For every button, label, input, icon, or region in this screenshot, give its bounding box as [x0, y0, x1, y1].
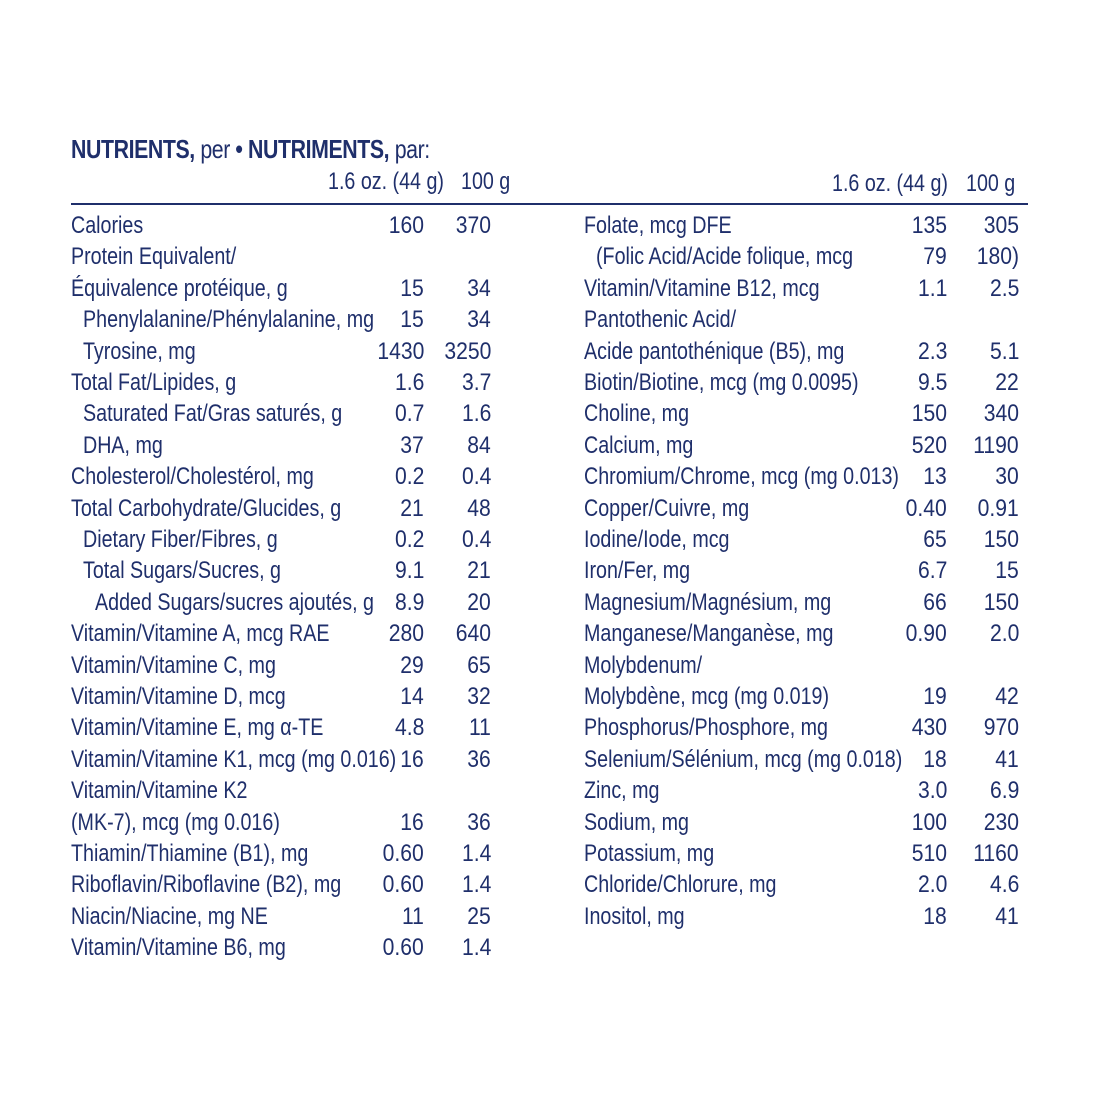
- right-100g-header: 100 g: [966, 170, 1016, 197]
- nutrient-row: [71, 369, 501, 400]
- nutrient-row: [71, 840, 501, 871]
- nutrient-label: Sodium, mg: [584, 808, 690, 836]
- serving-value: 3.0: [917, 777, 947, 805]
- per-100g-value: 2.5: [989, 274, 1019, 302]
- serving-value: 1430: [377, 337, 424, 365]
- nutrient-row: [584, 620, 1029, 651]
- nutrient-label: Chloride/Chlorure, mg: [584, 871, 777, 899]
- serving-value: 16: [400, 808, 424, 836]
- nutrient-label: Niacin/Niacine, mg NE: [71, 902, 268, 930]
- per-100g-value: 34: [467, 306, 491, 334]
- nutrient-row: [71, 212, 501, 243]
- serving-value: 29: [400, 651, 424, 679]
- nutrient-row: [584, 777, 1029, 808]
- nutrient-row: [584, 338, 1029, 369]
- nutrient-label: Manganese/Manganèse, mg: [584, 620, 834, 648]
- nutrient-label: Choline, mg: [584, 400, 690, 428]
- serving-value: 14: [400, 683, 424, 710]
- left-serving-header: 1.6 oz. (44 g): [328, 168, 444, 195]
- nutrient-row: [71, 432, 501, 463]
- per-100g-value: 41: [995, 745, 1019, 773]
- nutrient-row: [584, 212, 1029, 243]
- per-100g-value: 1160: [973, 840, 1019, 867]
- per-100g-value: 370: [455, 212, 491, 239]
- nutrient-row: [584, 809, 1029, 840]
- nutrient-label: Potassium, mg: [584, 840, 715, 867]
- nutrient-row: [71, 714, 501, 745]
- serving-value: 430: [911, 714, 947, 742]
- nutrient-label: Équivalence protéique, g: [71, 274, 288, 302]
- left-100g-header: 100 g: [461, 168, 511, 195]
- nutrient-row: [584, 746, 1029, 777]
- nutrient-row: [71, 400, 501, 431]
- nutrient-row: [584, 526, 1029, 557]
- per-100g-value: 0.91: [977, 494, 1019, 522]
- serving-value: 65: [923, 526, 947, 553]
- nutrient-row: [71, 338, 501, 369]
- serving-value: 0.60: [382, 871, 424, 899]
- nutrient-label: Vitamin/Vitamine K1, mcg (mg 0.016): [71, 745, 397, 773]
- serving-value: 4.8: [394, 714, 424, 742]
- nutrient-label: Total Sugars/Sucres, g: [83, 557, 281, 585]
- serving-value: 0.90: [905, 620, 947, 648]
- per-100g-value: 150: [983, 526, 1019, 553]
- nutrient-row: [71, 871, 501, 902]
- nutrient-row: [71, 683, 501, 714]
- nutrient-row: [584, 275, 1029, 306]
- nutrient-label: Phenylalanine/Phénylalanine, mg: [83, 306, 375, 334]
- per-100g-value: 150: [983, 588, 1019, 616]
- per-100g-value: 1.4: [461, 840, 491, 867]
- per-100g-value: 84: [467, 431, 491, 459]
- nutrient-label: Added Sugars/sucres ajoutés, g: [95, 588, 374, 616]
- nutrient-label: Vitamin/Vitamine B6, mg: [71, 934, 286, 962]
- nutrient-row: [584, 495, 1029, 526]
- nutrient-label: Iodine/Iode, mcg: [584, 526, 730, 553]
- serving-value: 11: [402, 902, 424, 930]
- nutrient-label: Dietary Fiber/Fibres, g: [83, 526, 278, 553]
- per-100g-value: 1.6: [461, 400, 491, 428]
- nutrient-row: [584, 683, 1029, 714]
- per-100g-value: 34: [467, 274, 491, 302]
- nutrient-label: Iron/Fer, mg: [584, 557, 691, 585]
- per-100g-value: 0.4: [461, 463, 491, 491]
- nutrient-label: Vitamin/Vitamine D, mcg: [71, 683, 286, 710]
- nutrient-label: Thiamin/Thiamine (B1), mg: [71, 840, 309, 867]
- nutrient-row: [71, 809, 501, 840]
- nutrient-row: [71, 243, 501, 274]
- title-english: NUTRIENTS,: [71, 134, 195, 164]
- serving-value: 1.6: [394, 369, 424, 396]
- per-100g-value: 5.1: [989, 337, 1019, 365]
- per-100g-value: 15: [995, 557, 1019, 585]
- per-100g-value: 180): [976, 243, 1019, 271]
- nutrient-label: Zinc, mg: [584, 777, 660, 805]
- serving-value: 15: [400, 274, 424, 302]
- serving-value: 100: [911, 808, 947, 836]
- serving-value: 510: [911, 840, 947, 867]
- serving-value: 9.1: [394, 557, 424, 585]
- nutrient-label: Calcium, mg: [584, 431, 694, 459]
- nutrient-row: [584, 557, 1029, 588]
- nutrient-label: Vitamin/Vitamine A, mcg RAE: [71, 620, 330, 648]
- nutrient-row: [71, 589, 501, 620]
- per-100g-value: 36: [467, 808, 491, 836]
- nutrient-row: [71, 746, 501, 777]
- serving-value: 0.60: [382, 934, 424, 962]
- serving-value: 16: [400, 745, 424, 773]
- serving-value: 160: [388, 212, 424, 239]
- nutrient-label: Biotin/Biotine, mcg (mg 0.0095): [584, 369, 859, 396]
- per-100g-value: 3.7: [461, 369, 491, 396]
- serving-value: 8.9: [394, 588, 424, 616]
- title-per: per: [194, 134, 236, 164]
- nutrient-label: Total Fat/Lipides, g: [71, 369, 237, 396]
- nutrient-label: Inositol, mg: [584, 902, 685, 930]
- nutrient-row: [71, 903, 501, 934]
- nutrient-label: Tyrosine, mg: [83, 337, 196, 365]
- title-separator: •: [235, 134, 243, 164]
- per-100g-value: 65: [467, 651, 491, 679]
- serving-value: 0.40: [905, 494, 947, 522]
- per-100g-value: 1.4: [461, 934, 491, 962]
- title-par: par:: [389, 134, 430, 164]
- nutrient-row: [584, 400, 1029, 431]
- nutrient-row: [71, 557, 501, 588]
- nutrient-label: Molybdenum/: [584, 651, 703, 679]
- nutrient-row: [584, 903, 1029, 934]
- serving-value: 9.5: [917, 369, 947, 396]
- per-100g-value: 42: [995, 683, 1019, 710]
- nutrient-label: Pantothenic Acid/: [584, 306, 737, 334]
- per-100g-value: 2.0: [989, 620, 1019, 648]
- per-100g-value: 1190: [973, 431, 1019, 459]
- nutrient-row: [71, 275, 501, 306]
- nutrient-label: Phosphorus/Phosphore, mg: [584, 714, 828, 742]
- serving-value: 19: [923, 683, 947, 710]
- serving-value: 6.7: [917, 557, 947, 585]
- nutrient-label: Acide pantothénique (B5), mg: [584, 337, 845, 365]
- nutrient-row: [71, 495, 501, 526]
- nutrient-row: [584, 463, 1029, 494]
- nutrient-label: Calories: [71, 212, 144, 239]
- nutrient-label: Folate, mcg DFE: [584, 212, 732, 239]
- per-100g-value: 340: [983, 400, 1019, 428]
- serving-value: 0.7: [394, 400, 424, 428]
- nutrient-row: [71, 652, 501, 683]
- nutrient-row: [584, 306, 1029, 337]
- nutrient-row: [71, 526, 501, 557]
- nutrient-label: Copper/Cuivre, mg: [584, 494, 750, 522]
- per-100g-value: 640: [455, 620, 491, 648]
- serving-value: 280: [388, 620, 424, 648]
- nutrient-row: [71, 934, 501, 965]
- nutrient-label: Protein Equivalent/: [71, 243, 237, 271]
- nutrient-row: [584, 652, 1029, 683]
- per-100g-value: 22: [995, 369, 1019, 396]
- nutrient-label: Vitamin/Vitamine B12, mcg: [584, 274, 820, 302]
- per-100g-value: 305: [983, 212, 1019, 239]
- nutrient-row: [584, 840, 1029, 871]
- per-100g-value: 4.6: [989, 871, 1019, 899]
- per-100g-value: 25: [467, 902, 491, 930]
- serving-value: 135: [911, 212, 947, 239]
- nutrient-label: Magnesium/Magnésium, mg: [584, 588, 832, 616]
- serving-value: 66: [923, 588, 947, 616]
- per-100g-value: 41: [995, 902, 1019, 930]
- per-100g-value: 30: [995, 463, 1019, 491]
- nutrient-label: Vitamin/Vitamine C, mg: [71, 651, 276, 679]
- per-100g-value: 230: [983, 808, 1019, 836]
- per-100g-value: 0.4: [461, 526, 491, 553]
- serving-value: 0.2: [394, 526, 424, 553]
- nutrient-label: (Folic Acid/Acide folique, mcg: [596, 243, 854, 271]
- per-100g-value: 36: [467, 745, 491, 773]
- nutrient-row: [584, 243, 1029, 274]
- serving-value: 18: [923, 745, 947, 773]
- nutrient-label: Vitamin/Vitamine E, mg α-TE: [71, 714, 324, 742]
- per-100g-value: 48: [467, 494, 491, 522]
- nutrient-label: Chromium/Chrome, mcg (mg 0.013): [584, 463, 899, 491]
- serving-value: 1.1: [917, 274, 947, 302]
- serving-value: 21: [400, 494, 424, 522]
- nutrient-row: [584, 589, 1029, 620]
- nutrient-label: Selenium/Sélénium, mcg (mg 0.018): [584, 745, 903, 773]
- nutrient-label: DHA, mg: [83, 431, 163, 459]
- nutrient-row: [584, 369, 1029, 400]
- per-100g-value: 1.4: [461, 871, 491, 899]
- per-100g-value: 32: [467, 683, 491, 710]
- nutrient-row: [584, 714, 1029, 745]
- nutrient-label: Total Carbohydrate/Glucides, g: [71, 494, 342, 522]
- nutrient-row: [71, 777, 501, 808]
- serving-value: 2.0: [917, 871, 947, 899]
- nutrient-row: [71, 463, 501, 494]
- serving-value: 0.2: [394, 463, 424, 491]
- nutrient-row: [71, 620, 501, 651]
- right-serving-header: 1.6 oz. (44 g): [832, 170, 948, 197]
- serving-value: 15: [400, 306, 424, 334]
- serving-value: 37: [400, 431, 424, 459]
- serving-value: 0.60: [382, 840, 424, 867]
- per-100g-value: 11: [469, 714, 491, 742]
- serving-value: 18: [923, 902, 947, 930]
- serving-value: 13: [923, 463, 947, 491]
- title-french: NUTRIMENTS,: [242, 134, 390, 164]
- per-100g-value: 20: [467, 588, 491, 616]
- per-100g-value: 21: [467, 557, 491, 585]
- per-100g-value: 6.9: [989, 777, 1019, 805]
- nutrient-row: [584, 432, 1029, 463]
- nutrient-label: Cholesterol/Cholestérol, mg: [71, 463, 314, 491]
- nutrient-label: Saturated Fat/Gras saturés, g: [83, 400, 343, 428]
- serving-value: 79: [923, 243, 947, 271]
- panel-title: [71, 134, 430, 165]
- per-100g-value: 3250: [444, 337, 491, 365]
- serving-value: 2.3: [917, 337, 947, 365]
- header-divider: [71, 203, 1028, 205]
- nutrient-row: [71, 306, 501, 337]
- nutrient-label: Molybdène, mcg (mg 0.019): [584, 683, 830, 710]
- serving-value: 520: [911, 431, 947, 459]
- nutrient-row: [584, 871, 1029, 902]
- nutrient-label: Riboflavin/Riboflavine (B2), mg: [71, 871, 342, 899]
- per-100g-value: 970: [983, 714, 1019, 742]
- nutrient-label: Vitamin/Vitamine K2: [71, 777, 248, 805]
- nutrient-label: (MK-7), mcg (mg 0.016): [71, 808, 280, 836]
- serving-value: 150: [911, 400, 947, 428]
